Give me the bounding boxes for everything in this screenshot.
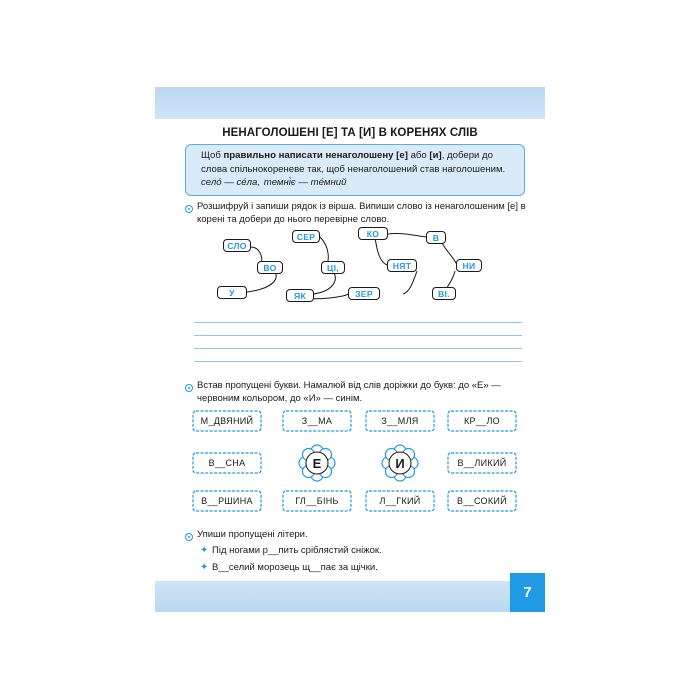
bottom-band — [155, 581, 545, 612]
word-box: Л__ГКИЙ — [365, 490, 435, 512]
workbook-page — [155, 87, 545, 612]
word-box: В__ЛИКИЙ — [447, 452, 517, 474]
syllable-box: СЕР — [292, 230, 320, 243]
star-bullet-icon: ✦ — [200, 545, 209, 556]
syllable-box: НИ — [456, 259, 482, 272]
syllable-box: ВО — [257, 261, 283, 274]
syllable-box: У — [217, 286, 247, 299]
task-bullet-icon — [185, 384, 193, 392]
syllable-box: КО — [358, 227, 388, 240]
writing-line — [194, 335, 522, 336]
syllable-box: ЗЕР — [348, 287, 380, 300]
writing-line — [194, 361, 522, 362]
word-box: З__МЛЯ — [365, 410, 435, 432]
task3-line-1: Під ногами р__пить сріблястий сніжок. — [212, 545, 382, 556]
task3-text: Упиши пропущені літери. — [197, 529, 308, 540]
word-box: В__СОКИЙ — [447, 490, 517, 512]
writing-line — [194, 348, 522, 349]
rule-example-2: темні́є — те́мний — [263, 177, 347, 188]
syllable-box: СЛО — [223, 239, 251, 252]
task-bullet-icon — [185, 533, 193, 541]
task2-text: Встав пропущені букви. Намалюй від слів доріжки до букв: до «Е» — червоним кольором, до «И» — синім. — [197, 380, 501, 404]
page-number: 7 — [510, 573, 545, 612]
syllable-box: ЦІ, — [321, 261, 345, 274]
rule-example-1: село́ — се́ла, — [201, 177, 261, 188]
word-box: КР__ЛО — [447, 410, 517, 432]
page-title: НЕНАГОЛОШЕНІ [Е] ТА [И] В КОРЕНЯХ СЛІВ — [222, 127, 478, 139]
word-box: ГЛ__БІНЬ — [282, 490, 352, 512]
word-box: В__СНА — [192, 452, 262, 474]
writing-line — [194, 322, 522, 323]
top-band — [155, 87, 545, 119]
syllable-box: ВІ. — [432, 287, 456, 300]
rule-text: Щоб правильно написати ненаголошену [е] або [и], добери до слова спільнокореневе так, щоб ненаголошений став наголошеним. село́ — се́ла, темні́є — те́мний — [201, 150, 506, 188]
word-box: В__РШИНА — [192, 490, 262, 512]
syllable-box: НЯТ — [387, 259, 417, 272]
task1-text: Розшифруй і запиши рядок із вірша. Випиши слово із ненаголошеним [е] в корені та добери до нього перевірне слово. — [197, 201, 526, 225]
star-bullet-icon: ✦ — [200, 562, 209, 573]
flower-letter-y: И — [381, 444, 419, 482]
syllable-box: ЯК — [286, 289, 314, 302]
word-box: М_ДВЯНИЙ — [192, 410, 262, 432]
task-bullet-icon — [185, 205, 193, 213]
flower-letter-e: Е — [298, 444, 336, 482]
syllable-box: В — [426, 231, 446, 244]
word-box: З__МА — [282, 410, 352, 432]
task3-line-2: В__селий морозець щ__пає за щічки. — [212, 562, 378, 573]
